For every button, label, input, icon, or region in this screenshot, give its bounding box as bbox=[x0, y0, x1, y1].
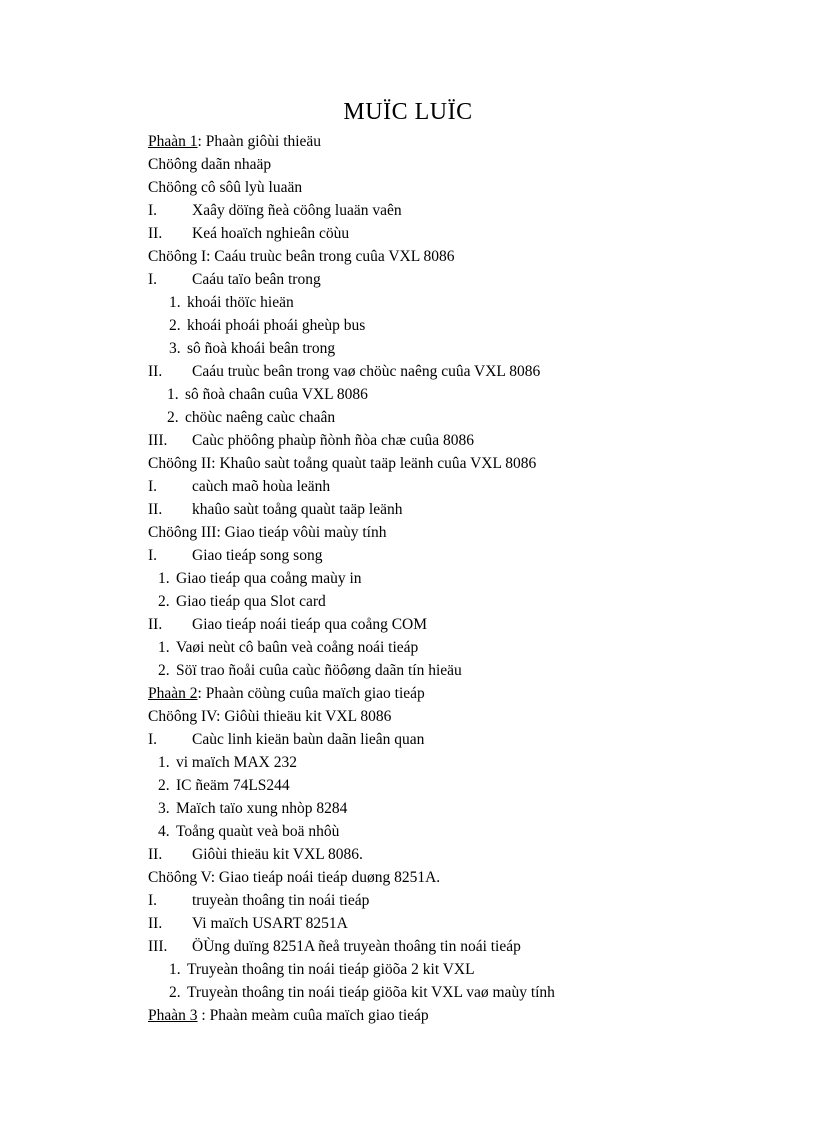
section-title: truyeàn thoâng tin noái tieáp bbox=[192, 892, 370, 909]
toc-entry bbox=[148, 889, 768, 912]
roman-numeral: III. bbox=[148, 432, 168, 449]
subsection-title: Giao tieáp qua Slot card bbox=[176, 593, 326, 610]
toc-entry bbox=[148, 291, 768, 314]
section-title: Giao tieáp song song bbox=[192, 547, 323, 564]
toc-entry bbox=[148, 797, 768, 820]
roman-numeral: III. bbox=[148, 938, 168, 955]
toc-entry bbox=[148, 153, 768, 176]
roman-numeral: II. bbox=[148, 225, 163, 242]
roman-numeral: I. bbox=[148, 731, 158, 748]
part-title: : Phaàn meàm cuûa maïch giao tieáp bbox=[197, 1007, 429, 1024]
toc-entry bbox=[148, 406, 768, 429]
part-number: Phaàn 2 bbox=[148, 685, 198, 702]
part-number: Phaàn 3 bbox=[148, 1007, 198, 1024]
subsection-title: Maïch taïo xung nhòp 8284 bbox=[176, 800, 348, 817]
toc-entry bbox=[148, 705, 768, 728]
section-title: Giôùi thieäu kit VXL 8086. bbox=[192, 846, 363, 863]
toc-entry bbox=[148, 567, 768, 590]
item-number: 3. bbox=[169, 340, 181, 357]
section-title: Vi maïch USART 8251A bbox=[192, 915, 348, 932]
toc-entry bbox=[148, 751, 768, 774]
section-title: ÖÙng duïng 8251A ñeå truyeàn thoâng tin noái tieáp bbox=[192, 938, 521, 955]
subsection-title: Truyeàn thoâng tin noái tieáp giöõa 2 kit VXL bbox=[187, 961, 475, 978]
chapter-title: Chöông cô sôû lyù luaän bbox=[148, 179, 303, 196]
toc-entry bbox=[148, 774, 768, 797]
subsection-title: Söï trao ñoåi cuûa caùc ñöôøng daãn tín hieäu bbox=[176, 662, 462, 679]
section-title: khaûo saùt toång quaùt taäp leänh bbox=[192, 501, 403, 518]
roman-numeral: I. bbox=[148, 202, 158, 219]
section-title: Caáu truùc beân trong vaø chöùc naêng cuûa VXL 8086 bbox=[192, 363, 541, 380]
toc-entry bbox=[148, 728, 768, 751]
toc-entry bbox=[148, 1004, 768, 1027]
subsection-title: khoái phoái phoái gheùp bus bbox=[187, 317, 366, 334]
roman-numeral: II. bbox=[148, 846, 163, 863]
section-title: Caáu taïo beân trong bbox=[192, 271, 321, 288]
toc-entry bbox=[148, 222, 768, 245]
subsection-title: chöùc naêng caùc chaân bbox=[185, 409, 336, 426]
item-number: 4. bbox=[158, 823, 170, 840]
subsection-title: Truyeàn thoâng tin noái tieáp giöõa kit VXL vaø maùy tính bbox=[187, 984, 555, 1001]
section-title: Caùc linh kieän baùn daãn lieân quan bbox=[192, 731, 425, 748]
section-title: Giao tieáp noái tieáp qua coång COM bbox=[192, 616, 428, 633]
chapter-title: Chöông V: Giao tieáp noái tieáp duøng 8251A. bbox=[148, 869, 441, 886]
toc-entry bbox=[148, 981, 768, 1004]
toc-entry bbox=[148, 613, 768, 636]
part-title: : Phaàn cöùng cuûa maïch giao tieáp bbox=[197, 685, 425, 702]
toc-entry bbox=[148, 958, 768, 981]
item-number: 1. bbox=[158, 754, 170, 771]
toc-entry bbox=[148, 429, 768, 452]
roman-numeral: I. bbox=[148, 271, 158, 288]
toc-entry bbox=[148, 866, 768, 889]
toc-entry bbox=[148, 268, 768, 291]
toc-entry bbox=[148, 452, 768, 475]
subsection-title: IC ñeäm 74LS244 bbox=[176, 777, 290, 794]
chapter-title: Chöông II: Khaûo saùt toång quaùt taäp leänh cuûa VXL 8086 bbox=[148, 455, 537, 472]
toc-entry bbox=[148, 498, 768, 521]
toc-entry bbox=[148, 383, 768, 406]
item-number: 1. bbox=[158, 639, 170, 656]
item-number: 2. bbox=[169, 317, 181, 334]
toc-entry bbox=[148, 843, 768, 866]
roman-numeral: I. bbox=[148, 547, 158, 564]
item-number: 1. bbox=[158, 570, 170, 587]
section-title: Keá hoaïch nghieân cöùu bbox=[192, 225, 350, 242]
part-number: Phaàn 1 bbox=[148, 133, 198, 150]
item-number: 2. bbox=[167, 409, 179, 426]
page-title: MUÏC LUÏC bbox=[343, 99, 473, 125]
subsection-title: sô ñoà khoái beân trong bbox=[187, 340, 336, 357]
toc-entry bbox=[148, 682, 768, 705]
subsection-title: Vaøi neùt cô baûn veà coång noái tieáp bbox=[176, 639, 419, 656]
toc-entry bbox=[148, 314, 768, 337]
toc-entry bbox=[148, 544, 768, 567]
toc-entry bbox=[148, 130, 768, 153]
roman-numeral: II. bbox=[148, 363, 163, 380]
roman-numeral: II. bbox=[148, 915, 163, 932]
toc-entry bbox=[148, 659, 768, 682]
item-number: 1. bbox=[167, 386, 179, 403]
roman-numeral: II. bbox=[148, 616, 163, 633]
roman-numeral: I. bbox=[148, 478, 158, 495]
toc-entry bbox=[148, 199, 768, 222]
table-of-contents bbox=[148, 130, 768, 1027]
item-number: 2. bbox=[158, 777, 170, 794]
item-number: 2. bbox=[158, 662, 170, 679]
subsection-title: Toång quaùt veà boä nhôù bbox=[176, 823, 340, 840]
section-title: caùch maõ hoùa leänh bbox=[192, 478, 331, 495]
subsection-title: Giao tieáp qua coång maùy in bbox=[176, 570, 362, 587]
toc-entry bbox=[148, 521, 768, 544]
roman-numeral: II. bbox=[148, 501, 163, 518]
chapter-title: Chöông daãn nhaäp bbox=[148, 156, 272, 173]
subsection-title: khoái thöïc hieän bbox=[187, 294, 294, 311]
chapter-title: Chöông IV: Giôùi thieäu kit VXL 8086 bbox=[148, 708, 392, 725]
section-title: Caùc phöông phaùp ñònh ñòa chæ cuûa 8086 bbox=[192, 432, 474, 449]
toc-entry bbox=[148, 176, 768, 199]
item-number: 2. bbox=[158, 593, 170, 610]
roman-numeral: I. bbox=[148, 892, 158, 909]
toc-entry bbox=[148, 245, 768, 268]
item-number: 3. bbox=[158, 800, 170, 817]
section-title: Xaây döïng ñeà cöông luaän vaên bbox=[192, 202, 402, 219]
item-number: 2. bbox=[169, 984, 181, 1001]
toc-entry bbox=[148, 935, 768, 958]
subsection-title: vi maïch MAX 232 bbox=[176, 754, 297, 771]
item-number: 1. bbox=[169, 961, 181, 978]
toc-entry bbox=[148, 636, 768, 659]
toc-entry bbox=[148, 590, 768, 613]
chapter-title: Chöông I: Caáu truùc beân trong cuûa VXL 8086 bbox=[148, 248, 455, 265]
toc-entry bbox=[148, 912, 768, 935]
item-number: 1. bbox=[169, 294, 181, 311]
toc-entry bbox=[148, 360, 768, 383]
subsection-title: sô ñoà chaân cuûa VXL 8086 bbox=[185, 386, 368, 403]
toc-entry bbox=[148, 475, 768, 498]
toc-entry bbox=[148, 820, 768, 843]
toc-entry bbox=[148, 337, 768, 360]
part-title: : Phaàn giôùi thieäu bbox=[197, 133, 322, 150]
chapter-title: Chöông III: Giao tieáp vôùi maùy tính bbox=[148, 524, 387, 541]
